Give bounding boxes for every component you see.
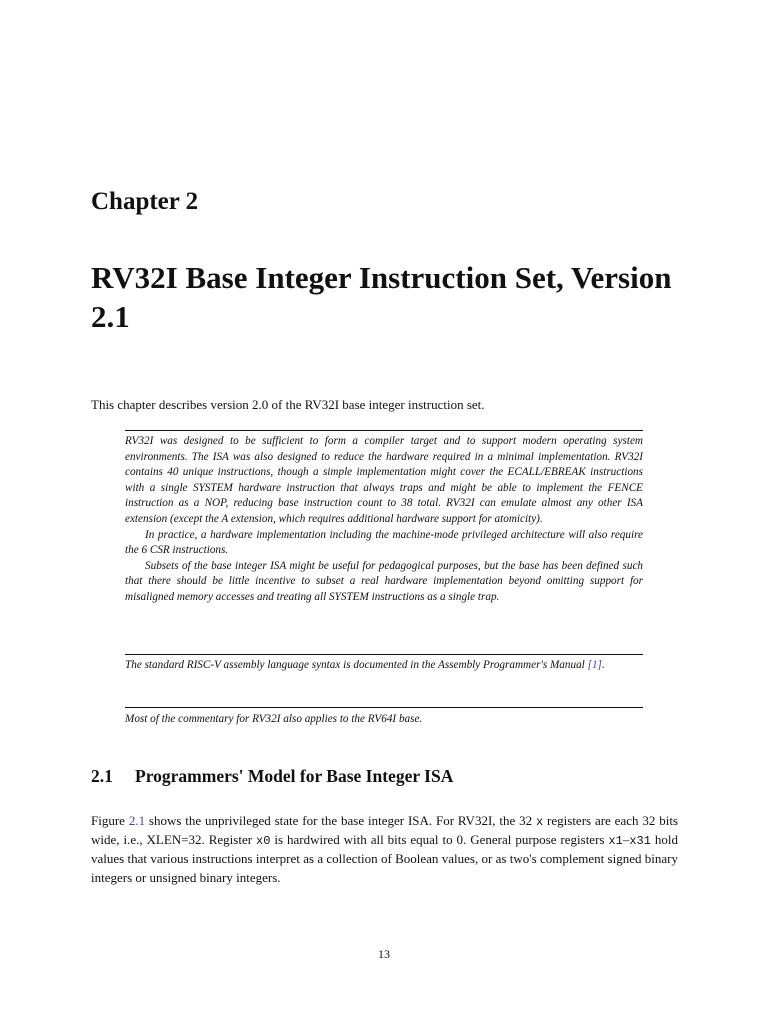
page-number: 13 bbox=[378, 947, 390, 961]
chapter-label: Chapter 2 bbox=[91, 188, 199, 215]
code-x: x bbox=[535, 815, 544, 829]
body-text: hold values that various instructions interpret as a collection of Boolean values, or as two's complement signed binary integers or unsigned binary integers. bbox=[91, 832, 678, 885]
commentary-paragraph: In practice, a hardware implementation including the machine-mode privileged architecture will also require the 6 CSR instructions. bbox=[125, 528, 643, 557]
commentary-paragraph: Subsets of the base integer ISA might be useful for pedagogical purposes, but the base has been defined such that there should be little incentive to subset a real hardware implementation beyond omitting support for misaligned memory accesses and treating all SYSTEM instructions as a single trap. bbox=[125, 559, 643, 603]
body-paragraph bbox=[91, 812, 678, 887]
commentary-paragraph bbox=[125, 658, 643, 674]
section-heading bbox=[91, 764, 453, 788]
commentary-text: The standard RISC-V assembly language syntax is documented in the Assembly Programmer's Manual bbox=[125, 659, 588, 671]
code-x1: x1 bbox=[608, 834, 623, 849]
commentary-box-rv64i bbox=[125, 707, 643, 728]
commentary-box-assembly-syntax bbox=[125, 654, 643, 674]
body-text: shows the unprivileged state for the base integer ISA. For RV32I, the 32 bbox=[145, 813, 536, 828]
section-title: Programmers' Model for Base Integer ISA bbox=[135, 766, 454, 786]
chapter-title: RV32I Base Integer Instruction Set, Version 2.1 bbox=[91, 260, 672, 334]
body-text: Figure bbox=[91, 813, 129, 828]
commentary-paragraph: RV32I was designed to be sufficient to form a compiler target and to support modern operating system environments. The ISA was also designed to reduce the hardware required in a minimal implementation. RV32I contains 40 unique instructions, though a simple implementation might cover the ECALL/EBREAK instructions with a single SYSTEM hardware instruction that always traps and might be able to implement the FENCE instruction as a NOP, reducing base instruction count to 38 total. RV32I can emulate almost any other ISA extension (except the A extension, which requires additional hardware support for atomicity). bbox=[125, 435, 643, 525]
code-x0: x0 bbox=[256, 834, 271, 849]
commentary-box-rationale bbox=[125, 430, 643, 606]
commentary-text: . bbox=[601, 659, 605, 671]
citation-link[interactable]: [1] bbox=[587, 659, 602, 671]
code-x31: x31 bbox=[629, 834, 651, 849]
intro-paragraph: This chapter describes version 2.0 of the RV32I base integer instruction set. bbox=[91, 397, 485, 412]
body-text: registers are each 32 bits wide, i.e., XLEN=32. Register bbox=[91, 813, 678, 848]
range-dash: – bbox=[622, 832, 630, 848]
figure-reference-link[interactable]: 2.1 bbox=[128, 813, 146, 828]
commentary-paragraph: Most of the commentary for RV32I also applies to the RV64I base. bbox=[125, 713, 423, 725]
section-number: 2.1 bbox=[91, 766, 113, 786]
body-text: is hardwired with all bits equal to 0. General purpose registers bbox=[270, 832, 609, 848]
